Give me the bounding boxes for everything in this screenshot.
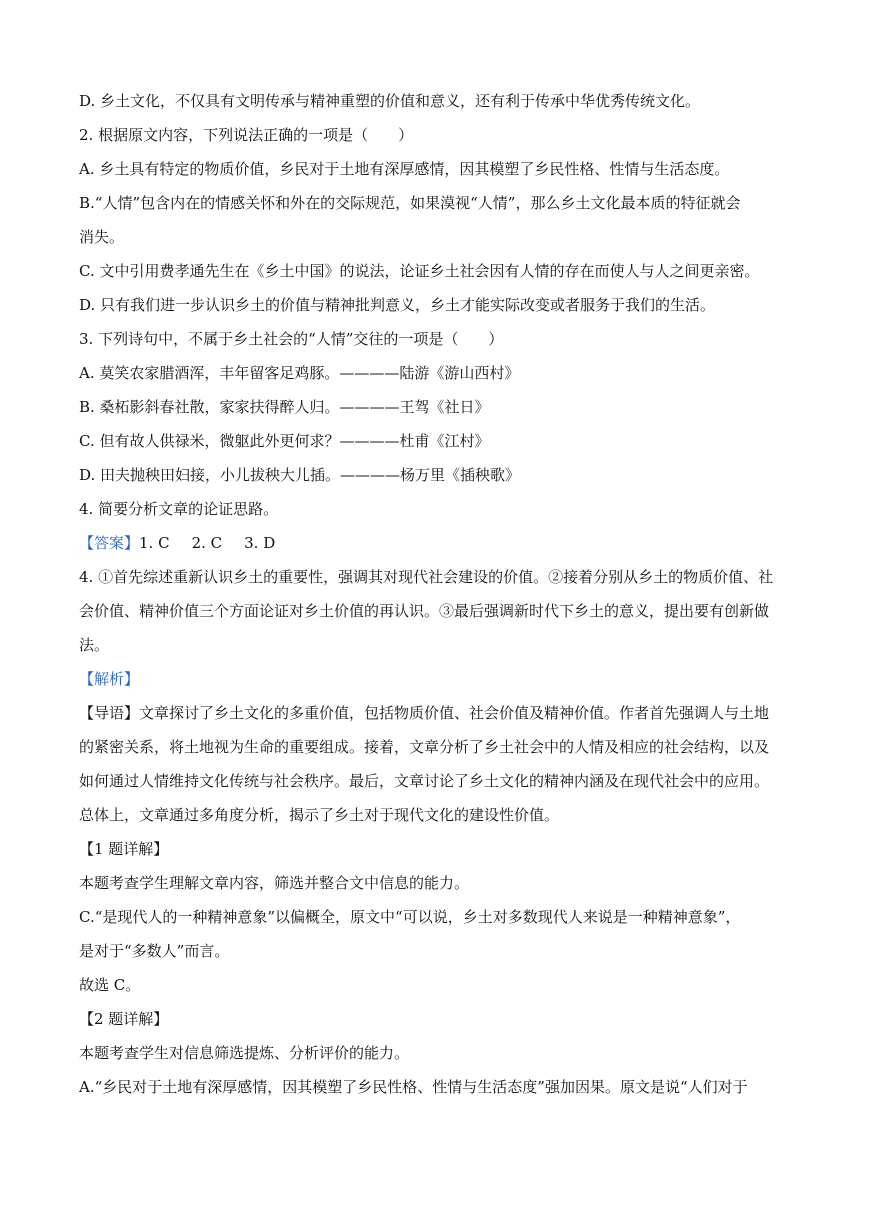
question-2: 2. 根据原文内容，下列说法正确的一项是（ ） — [79, 126, 414, 144]
option-a-q3: A. 莫笑农家腊酒浑，丰年留客足鸡豚。————陆游《游山西村》 — [79, 364, 520, 382]
option-b-q2: B.“人情”包含内在的情感关怀和外在的交际规范，如果漠视“人情”，那么乡土文化最本质的特征就会 — [79, 194, 741, 212]
option-c-q3: C. 但有故人供禄米，微躯此外更何求？————杜甫《江村》 — [79, 432, 490, 450]
q1-detail-line-1: 本题考查学生理解文章内容，筛选并整合文中信息的能力。 — [79, 874, 470, 892]
q2-detail-line-1: 本题考查学生对信息筛选提炼、分析评价的能力。 — [79, 1044, 410, 1062]
q1-detail-line-3: 是对于“多数人”而言。 — [79, 942, 230, 960]
answer-2: 2. C — [191, 534, 223, 552]
q1-detail-line-4: 故选 C。 — [79, 976, 141, 994]
q1-detail-heading: 【1 题详解】 — [79, 840, 169, 858]
option-b-q3: B. 桑柘影斜春社散，家家扶得醉人归。————王驾《社日》 — [79, 398, 490, 416]
intro-line-1: 【导语】文章探讨了乡土文化的多重价值，包括物质价值、社会价值及精神价值。作者首先强调人与土地 — [79, 704, 770, 722]
answer-label: 【答案】 — [79, 534, 140, 552]
option-b-q2-cont: 消失。 — [79, 228, 125, 246]
answer-4-line-1: 4. ①首先综述重新认识乡土的重要性，强调其对现代社会建设的价值。②接着分别从乡土的物质价值、社 — [79, 568, 774, 586]
q2-detail-line-2: A.“乡民对于土地有深厚感情，因其模塑了乡民性格、性情与生活态度”强加因果。原文是说“人们对于 — [79, 1078, 748, 1096]
option-d-q3: D. 田夫抛秧田妇接，小儿拔秧大儿插。————杨万里《插秧歌》 — [79, 466, 521, 484]
intro-line-4: 总体上，文章通过多角度分析，揭示了乡土对于现代文化的建设性价值。 — [79, 806, 560, 824]
option-d-q1: D. 乡土文化，不仅具有文明传承与精神重塑的价值和意义，还有利于传承中华优秀传统文化。 — [79, 92, 701, 110]
analysis-label: 【解析】 — [79, 670, 140, 688]
q1-detail-line-2: C.“是现代人的一种精神意象”以偏概全，原文中“可以说，乡土对多数现代人来说是一种精神意象”， — [79, 908, 741, 926]
question-3: 3. 下列诗句中，不属于乡土社会的“人情”交往的一项是（ ） — [79, 330, 504, 348]
answer-1: 1. C — [139, 534, 170, 552]
answer-3: 3. D — [244, 534, 276, 552]
q2-detail-heading: 【2 题详解】 — [79, 1010, 169, 1028]
intro-line-3: 如何通过人情维持文化传统与社会秩序。最后，文章讨论了乡土文化的精神内涵及在现代社会中的应用。 — [79, 772, 770, 790]
answer-line — [79, 526, 791, 560]
option-a-q2: A. 乡土具有特定的物质价值，乡民对于土地有深厚感情，因其模塑了乡民性格、性情与生活态度。 — [79, 160, 730, 178]
document-page — [79, 84, 791, 1104]
option-c-q2: C. 文中引用费孝通先生在《乡土中国》的说法，论证乡土社会因有人情的存在而使人与人之间更亲密。 — [79, 262, 760, 280]
analysis-heading — [79, 662, 791, 696]
question-4: 4. 简要分析文章的论证思路。 — [79, 500, 279, 518]
answer-4-line-3: 法。 — [79, 636, 110, 654]
intro-line-2: 的紧密关系，将土地视为生命的重要组成。接着，文章分析了乡土社会中的人情及相应的社会结构，以及 — [79, 738, 770, 756]
answer-4-line-2: 会价值、精神价值三个方面论证对乡土价值的再认识。③最后强调新时代下乡土的意义，提出要有创新做 — [79, 602, 770, 620]
option-d-q2: D. 只有我们进一步认识乡土的价值与精神批判意义，乡土才能实际改变或者服务于我们的生活。 — [79, 296, 716, 314]
